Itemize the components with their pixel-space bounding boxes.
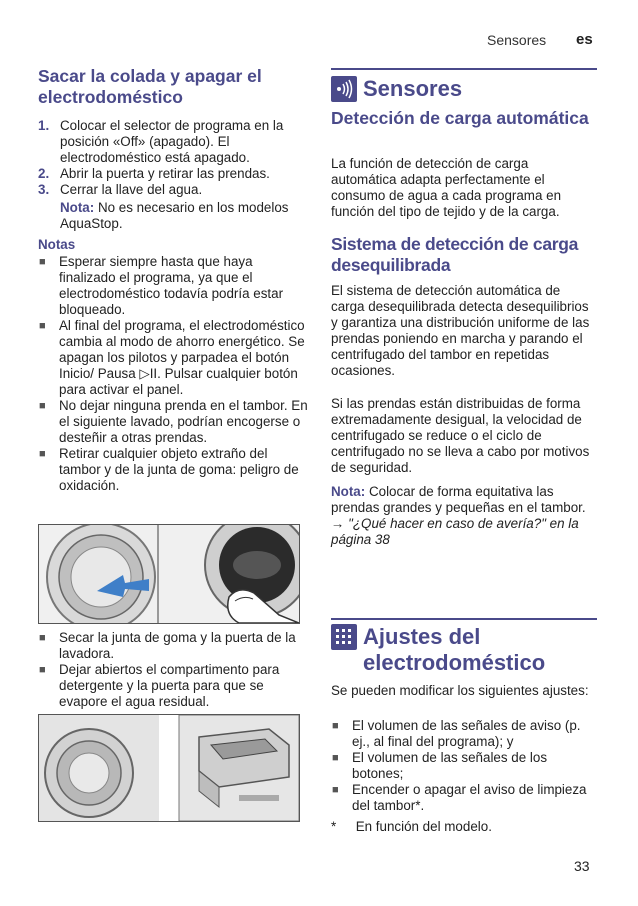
section-title-ajustes: Ajustes del electrodoméstico — [363, 624, 546, 675]
note-label: Nota: — [331, 484, 366, 499]
settings-item — [331, 750, 597, 782]
square-bullet-icon: ■ — [39, 320, 46, 332]
running-header-section: Sensores — [487, 32, 547, 48]
step-item — [38, 182, 308, 198]
step-item — [38, 118, 308, 166]
settings-intro: Se pueden modificar los siguientes ajustes: — [331, 683, 589, 698]
note-text: Colocar de forma equitativa las prendas grandes y pequeñas en el tambor. — [331, 484, 586, 515]
right-note — [331, 484, 597, 548]
note-label: Nota: — [60, 200, 95, 215]
care-item-text: Dejar abiertos el compartimento para detergente y la puerta para que se evapore el agua residual. — [59, 662, 280, 709]
left-section-title: Sacar la colada y apagar el electrodoméstico — [38, 66, 262, 107]
note-text: No es necesario en los modelos AquaStop. — [60, 200, 289, 231]
step-note — [38, 200, 308, 232]
settings-item-text: El volumen de las señales de los botones; — [352, 750, 548, 781]
section-title-sensores: Sensores — [363, 76, 463, 101]
note-item — [38, 446, 308, 494]
square-bullet-icon: ■ — [332, 720, 339, 732]
square-bullet-icon: ■ — [39, 632, 46, 644]
page-number: 33 — [574, 858, 590, 874]
door-and-drawer-illustration — [38, 714, 300, 822]
settings-item-text: El volumen de las señales de aviso (p. ej., al final del programa); y — [352, 718, 581, 749]
footnote — [331, 819, 597, 835]
imbalance-text-2: Si las prendas están distribuidas de forma extremadamente desigual, la velocidad de centrifugado se reduce o el ciclo de centrifugado no se lleva a cabo por motivos de seguridad. — [331, 396, 590, 475]
step-number: 2. — [38, 166, 50, 181]
square-bullet-icon: ■ — [39, 400, 46, 412]
step-number: 3. — [38, 182, 50, 197]
step-text: Abrir la puerta y retirar las prendas. — [60, 166, 270, 181]
section-rule — [331, 618, 597, 620]
section-rule — [331, 68, 597, 70]
sub-title-auto-load: Detección de carga automática — [331, 108, 589, 128]
cross-reference-link[interactable]: "¿Qué hacer en caso de avería?" en la página 38 — [331, 516, 579, 547]
settings-item — [331, 718, 597, 750]
note-item-text: Esperar siempre hasta que haya finalizado el programa, ya que el electrodoméstico todavía podría estar bloqueado. — [59, 254, 284, 317]
square-bullet-icon: ■ — [39, 664, 46, 676]
footnote-mark: * — [331, 819, 337, 834]
care-list — [38, 630, 308, 710]
notes-title: Notas — [38, 237, 76, 252]
step-text: Cerrar la llave del agua. — [60, 182, 203, 197]
footnote-text: En función del modelo. — [355, 819, 492, 834]
note-item-text: Al final del programa, el electrodoméstico cambia al modo de ahorro energético. Se apagan los pilotos y parpadea el botón Inicio/ Pausa ▷II. Pulsar cualquier botón para activar el panel. — [59, 318, 305, 397]
note-item — [38, 398, 308, 446]
arrow-right-icon: → — [331, 516, 345, 531]
settings-block — [331, 718, 597, 814]
care-item-text: Secar la junta de goma y la puerta de la lavadora. — [59, 630, 296, 661]
notes-block — [38, 254, 308, 494]
grid-settings-icon — [331, 624, 357, 650]
drum-cleaning-illustration — [38, 524, 300, 624]
auto-load-text: La función de detección de carga automática adapta perfectamente el consumo de agua a cada programa en función del tipo de tejido y de la carga. — [331, 156, 562, 219]
step-item — [38, 166, 308, 182]
settings-list — [331, 718, 597, 814]
door-drawer-svg — [39, 715, 299, 821]
settings-item — [331, 782, 597, 814]
square-bullet-icon: ■ — [39, 256, 46, 268]
care-item — [38, 662, 308, 710]
care-block — [38, 630, 308, 710]
imbalance-text-1: El sistema de detección automática de carga desequilibrada detecta desequilibrios y garantiza una distribución uniforme de las prendas poniendo en marcha y parando el centrifugado del tambor en repetidas ocasiones. — [331, 283, 590, 378]
steps-block — [38, 118, 308, 232]
note-item — [38, 254, 308, 318]
sub-title-imbalance: Sistema de detección de carga desequilibrada — [331, 234, 579, 275]
square-bullet-icon: ■ — [332, 784, 339, 796]
square-bullet-icon: ■ — [39, 448, 46, 460]
note-item-text: No dejar ninguna prenda en el tambor. En el siguiente lavado, podrían encogerse o desteñir a otras prendas. — [59, 398, 308, 445]
running-header-lang: es — [576, 31, 593, 48]
drum-illustration-svg — [39, 525, 299, 623]
settings-item-text: Encender o apagar el aviso de limpieza del tambor*. — [352, 782, 587, 813]
note-item-text: Retirar cualquier objeto extraño del tambor y de la junta de goma: peligro de oxidación. — [59, 446, 299, 493]
square-bullet-icon: ■ — [332, 752, 339, 764]
notes-list — [38, 254, 308, 494]
steps-list — [38, 118, 308, 198]
sensor-waves-icon — [331, 76, 357, 102]
care-item — [38, 630, 308, 662]
step-text: Colocar el selector de programa en la posición «Off» (apagado). El electrodoméstico está apagado. — [60, 118, 284, 165]
step-number: 1. — [38, 118, 50, 133]
note-item — [38, 318, 308, 398]
